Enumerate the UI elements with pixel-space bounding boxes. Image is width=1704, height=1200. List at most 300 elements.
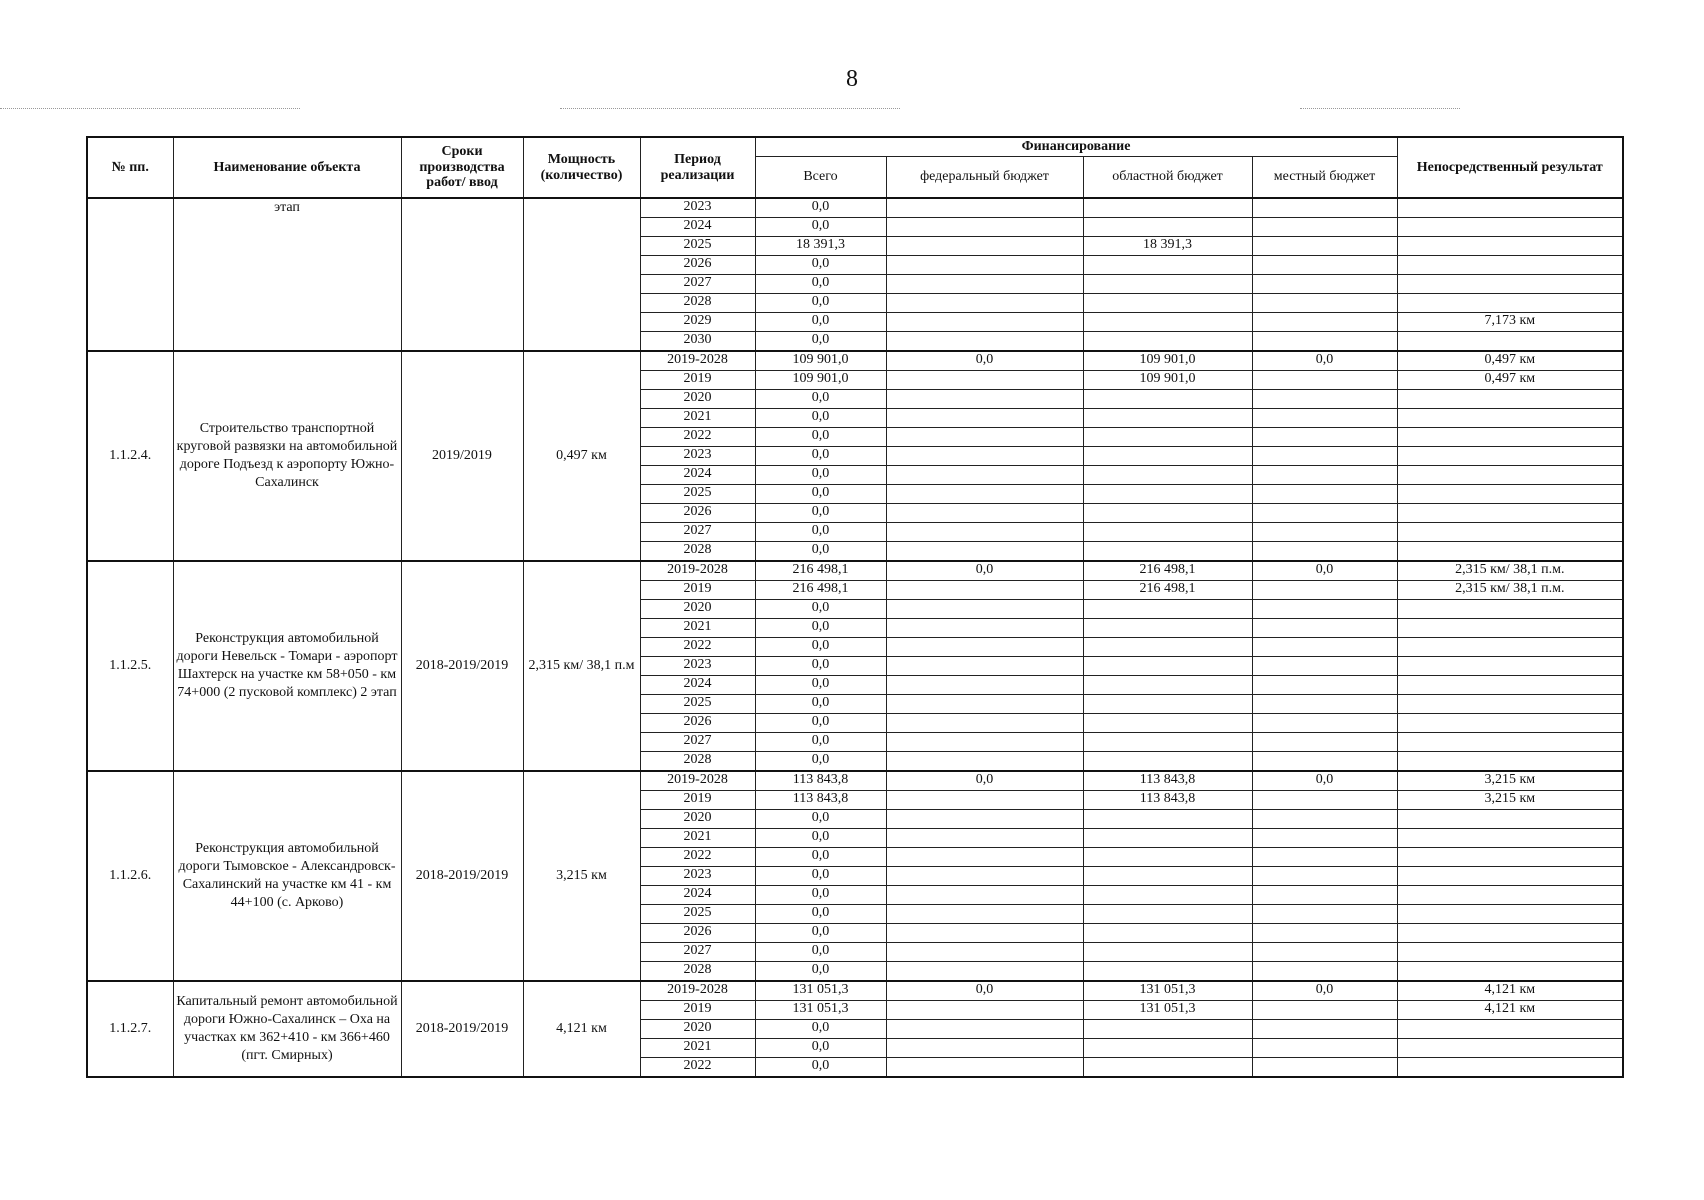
total-cell: 109 901,0 [755, 351, 886, 371]
object-terms: 2019/2019 [401, 351, 523, 561]
period-cell: 2025 [640, 485, 755, 504]
federal-budget-cell [886, 733, 1083, 752]
period-cell: 2023 [640, 447, 755, 466]
object-capacity: 4,121 км [523, 981, 640, 1077]
federal-budget-cell [886, 676, 1083, 695]
period-cell: 2021 [640, 1039, 755, 1058]
period-cell: 2019 [640, 371, 755, 390]
local-budget-cell [1252, 752, 1397, 772]
result-cell [1397, 829, 1623, 848]
result-cell [1397, 428, 1623, 447]
result-cell [1397, 600, 1623, 619]
period-cell: 2028 [640, 962, 755, 982]
federal-budget-cell [886, 466, 1083, 485]
object-name: Строительство транспортной круговой развязки на автомобильной дороге Подъезд к аэропорту Южно-Сахалинск [173, 351, 401, 561]
period-cell: 2024 [640, 218, 755, 237]
total-cell: 131 051,3 [755, 1001, 886, 1020]
federal-budget-cell [886, 1058, 1083, 1078]
local-budget-cell [1252, 218, 1397, 237]
result-cell: 0,497 км [1397, 351, 1623, 371]
period-cell: 2022 [640, 638, 755, 657]
total-cell: 0,0 [755, 428, 886, 447]
total-cell: 0,0 [755, 905, 886, 924]
total-cell: 0,0 [755, 657, 886, 676]
period-cell: 2030 [640, 332, 755, 352]
local-budget-cell [1252, 886, 1397, 905]
period-cell: 2025 [640, 237, 755, 256]
result-cell [1397, 695, 1623, 714]
result-cell [1397, 504, 1623, 523]
table-row [87, 981, 1623, 1001]
header-local-budget: местный бюджет [1252, 157, 1397, 199]
local-budget-cell [1252, 924, 1397, 943]
period-cell: 2024 [640, 676, 755, 695]
total-cell: 0,0 [755, 198, 886, 218]
federal-budget-cell [886, 485, 1083, 504]
federal-budget-cell [886, 924, 1083, 943]
period-cell: 2026 [640, 504, 755, 523]
period-cell: 2019 [640, 581, 755, 600]
period-cell: 2022 [640, 428, 755, 447]
period-cell: 2020 [640, 390, 755, 409]
period-cell: 2022 [640, 848, 755, 867]
local-budget-cell [1252, 275, 1397, 294]
local-budget-cell [1252, 1001, 1397, 1020]
local-budget-cell: 0,0 [1252, 981, 1397, 1001]
local-budget-cell [1252, 714, 1397, 733]
period-cell: 2019-2028 [640, 981, 755, 1001]
regional-budget-cell [1083, 829, 1252, 848]
regional-budget-cell: 109 901,0 [1083, 351, 1252, 371]
local-budget-cell [1252, 371, 1397, 390]
federal-budget-cell [886, 1001, 1083, 1020]
regional-budget-cell [1083, 1039, 1252, 1058]
regional-budget-cell: 131 051,3 [1083, 981, 1252, 1001]
period-cell: 2023 [640, 198, 755, 218]
period-cell: 2019-2028 [640, 561, 755, 581]
federal-budget-cell [886, 962, 1083, 982]
regional-budget-cell [1083, 924, 1252, 943]
result-cell [1397, 218, 1623, 237]
regional-budget-cell [1083, 409, 1252, 428]
period-cell: 2027 [640, 943, 755, 962]
total-cell: 0,0 [755, 848, 886, 867]
regional-budget-cell [1083, 714, 1252, 733]
object-terms: 2018-2019/2019 [401, 561, 523, 771]
federal-budget-cell [886, 428, 1083, 447]
header-federal-budget: федеральный бюджет [886, 157, 1083, 199]
federal-budget-cell [886, 256, 1083, 275]
period-cell: 2026 [640, 256, 755, 275]
header-total: Всего [755, 157, 886, 199]
result-cell [1397, 657, 1623, 676]
table-body [87, 198, 1623, 1077]
regional-budget-cell [1083, 332, 1252, 352]
total-cell: 0,0 [755, 924, 886, 943]
result-cell [1397, 447, 1623, 466]
financing-table [86, 136, 1624, 1078]
total-cell: 0,0 [755, 943, 886, 962]
regional-budget-cell [1083, 542, 1252, 562]
regional-budget-cell: 109 901,0 [1083, 371, 1252, 390]
total-cell: 0,0 [755, 256, 886, 275]
regional-budget-cell: 216 498,1 [1083, 581, 1252, 600]
federal-budget-cell [886, 581, 1083, 600]
total-cell: 0,0 [755, 714, 886, 733]
total-cell: 113 843,8 [755, 771, 886, 791]
regional-budget-cell [1083, 1058, 1252, 1078]
result-cell [1397, 294, 1623, 313]
total-cell: 0,0 [755, 542, 886, 562]
result-cell [1397, 275, 1623, 294]
period-cell: 2024 [640, 886, 755, 905]
total-cell: 0,0 [755, 810, 886, 829]
federal-budget-cell [886, 752, 1083, 772]
object-capacity: 2,315 км/ 38,1 п.м [523, 561, 640, 771]
local-budget-cell [1252, 695, 1397, 714]
regional-budget-cell [1083, 1020, 1252, 1039]
local-budget-cell [1252, 1020, 1397, 1039]
local-budget-cell [1252, 676, 1397, 695]
result-cell [1397, 390, 1623, 409]
local-budget-cell [1252, 409, 1397, 428]
regional-budget-cell [1083, 523, 1252, 542]
result-cell [1397, 905, 1623, 924]
regional-budget-cell [1083, 867, 1252, 886]
result-cell [1397, 619, 1623, 638]
federal-budget-cell [886, 619, 1083, 638]
local-budget-cell [1252, 1039, 1397, 1058]
total-cell: 0,0 [755, 218, 886, 237]
total-cell: 18 391,3 [755, 237, 886, 256]
regional-budget-cell [1083, 943, 1252, 962]
period-cell: 2026 [640, 714, 755, 733]
local-budget-cell [1252, 810, 1397, 829]
total-cell: 113 843,8 [755, 791, 886, 810]
regional-budget-cell [1083, 657, 1252, 676]
regional-budget-cell [1083, 676, 1252, 695]
result-cell [1397, 752, 1623, 772]
total-cell: 0,0 [755, 447, 886, 466]
regional-budget-cell [1083, 447, 1252, 466]
object-terms: 2018-2019/2019 [401, 771, 523, 981]
federal-budget-cell: 0,0 [886, 561, 1083, 581]
header-financing: Финансирование [755, 137, 1397, 157]
regional-budget-cell [1083, 733, 1252, 752]
federal-budget-cell [886, 943, 1083, 962]
object-capacity [523, 198, 640, 351]
federal-budget-cell [886, 829, 1083, 848]
period-cell: 2028 [640, 294, 755, 313]
period-cell: 2020 [640, 1020, 755, 1039]
total-cell: 0,0 [755, 466, 886, 485]
regional-budget-cell: 216 498,1 [1083, 561, 1252, 581]
total-cell: 0,0 [755, 485, 886, 504]
federal-budget-cell: 0,0 [886, 771, 1083, 791]
result-cell [1397, 676, 1623, 695]
period-cell: 2023 [640, 657, 755, 676]
total-cell: 0,0 [755, 695, 886, 714]
regional-budget-cell [1083, 485, 1252, 504]
local-budget-cell: 0,0 [1252, 561, 1397, 581]
result-cell: 3,215 км [1397, 771, 1623, 791]
total-cell: 0,0 [755, 962, 886, 982]
local-budget-cell [1252, 619, 1397, 638]
table-row [87, 351, 1623, 371]
federal-budget-cell [886, 848, 1083, 867]
regional-budget-cell [1083, 905, 1252, 924]
scan-artifact-line [0, 108, 300, 109]
result-cell: 2,315 км/ 38,1 п.м. [1397, 561, 1623, 581]
regional-budget-cell [1083, 886, 1252, 905]
scan-artifact-line [560, 108, 900, 109]
period-cell: 2025 [640, 695, 755, 714]
local-budget-cell [1252, 905, 1397, 924]
federal-budget-cell [886, 638, 1083, 657]
regional-budget-cell [1083, 600, 1252, 619]
regional-budget-cell [1083, 695, 1252, 714]
local-budget-cell [1252, 848, 1397, 867]
result-cell: 0,497 км [1397, 371, 1623, 390]
result-cell [1397, 523, 1623, 542]
local-budget-cell [1252, 447, 1397, 466]
regional-budget-cell [1083, 294, 1252, 313]
object-name: этап [173, 198, 401, 351]
federal-budget-cell [886, 237, 1083, 256]
local-budget-cell [1252, 504, 1397, 523]
object-name: Реконструкция автомобильной дороги Невельск - Томари - аэропорт Шахтерск на участке км 58+050 - км 74+000 (2 пусковой комплекс) 2 этап [173, 561, 401, 771]
total-cell: 0,0 [755, 1058, 886, 1078]
period-cell: 2021 [640, 829, 755, 848]
regional-budget-cell: 113 843,8 [1083, 771, 1252, 791]
local-budget-cell [1252, 542, 1397, 562]
object-capacity: 3,215 км [523, 771, 640, 981]
federal-budget-cell [886, 810, 1083, 829]
header-period: Период реализации [640, 137, 755, 198]
regional-budget-cell [1083, 619, 1252, 638]
regional-budget-cell [1083, 256, 1252, 275]
result-cell [1397, 542, 1623, 562]
result-cell [1397, 867, 1623, 886]
header-result: Непосредственный результат [1397, 137, 1623, 198]
regional-budget-cell [1083, 504, 1252, 523]
total-cell: 0,0 [755, 600, 886, 619]
period-cell: 2019 [640, 1001, 755, 1020]
regional-budget-cell [1083, 848, 1252, 867]
total-cell: 0,0 [755, 1020, 886, 1039]
header-regional-budget: областной бюджет [1083, 157, 1252, 199]
local-budget-cell [1252, 1058, 1397, 1078]
result-cell [1397, 714, 1623, 733]
federal-budget-cell: 0,0 [886, 351, 1083, 371]
period-cell: 2022 [640, 1058, 755, 1078]
regional-budget-cell [1083, 198, 1252, 218]
total-cell: 0,0 [755, 409, 886, 428]
total-cell: 0,0 [755, 733, 886, 752]
result-cell [1397, 256, 1623, 275]
result-cell [1397, 237, 1623, 256]
result-cell: 4,121 км [1397, 981, 1623, 1001]
federal-budget-cell [886, 791, 1083, 810]
total-cell: 216 498,1 [755, 561, 886, 581]
result-cell [1397, 848, 1623, 867]
local-budget-cell [1252, 390, 1397, 409]
object-number: 1.1.2.7. [87, 981, 173, 1077]
result-cell [1397, 485, 1623, 504]
period-cell: 2020 [640, 810, 755, 829]
period-cell: 2027 [640, 275, 755, 294]
object-name: Реконструкция автомобильной дороги Тымовское - Александровск-Сахалинский на участке км 41 - км 44+100 (с. Арково) [173, 771, 401, 981]
total-cell: 0,0 [755, 332, 886, 352]
total-cell: 0,0 [755, 829, 886, 848]
object-terms: 2018-2019/2019 [401, 981, 523, 1077]
federal-budget-cell [886, 275, 1083, 294]
total-cell: 131 051,3 [755, 981, 886, 1001]
result-cell [1397, 1039, 1623, 1058]
scan-artifact-line [1300, 108, 1460, 109]
regional-budget-cell [1083, 428, 1252, 447]
local-budget-cell [1252, 791, 1397, 810]
result-cell [1397, 924, 1623, 943]
local-budget-cell [1252, 313, 1397, 332]
result-cell [1397, 409, 1623, 428]
federal-budget-cell [886, 504, 1083, 523]
result-cell [1397, 1058, 1623, 1078]
local-budget-cell [1252, 485, 1397, 504]
period-cell: 2023 [640, 867, 755, 886]
result-cell [1397, 332, 1623, 352]
period-cell: 2024 [640, 466, 755, 485]
result-cell [1397, 962, 1623, 982]
local-budget-cell [1252, 523, 1397, 542]
federal-budget-cell [886, 1039, 1083, 1058]
regional-budget-cell [1083, 810, 1252, 829]
result-cell [1397, 810, 1623, 829]
total-cell: 0,0 [755, 619, 886, 638]
result-cell [1397, 466, 1623, 485]
federal-budget-cell [886, 905, 1083, 924]
federal-budget-cell: 0,0 [886, 981, 1083, 1001]
local-budget-cell [1252, 600, 1397, 619]
table-row [87, 198, 1623, 218]
result-cell [1397, 886, 1623, 905]
regional-budget-cell [1083, 638, 1252, 657]
federal-budget-cell [886, 714, 1083, 733]
federal-budget-cell [886, 447, 1083, 466]
result-cell [1397, 943, 1623, 962]
local-budget-cell [1252, 198, 1397, 218]
local-budget-cell [1252, 466, 1397, 485]
local-budget-cell [1252, 294, 1397, 313]
federal-budget-cell [886, 886, 1083, 905]
object-number: 1.1.2.6. [87, 771, 173, 981]
regional-budget-cell: 113 843,8 [1083, 791, 1252, 810]
regional-budget-cell: 18 391,3 [1083, 237, 1252, 256]
local-budget-cell [1252, 428, 1397, 447]
period-cell: 2020 [640, 600, 755, 619]
object-number: 1.1.2.5. [87, 561, 173, 771]
total-cell: 0,0 [755, 676, 886, 695]
federal-budget-cell [886, 523, 1083, 542]
total-cell: 0,0 [755, 275, 886, 294]
local-budget-cell [1252, 962, 1397, 982]
total-cell: 0,0 [755, 523, 886, 542]
period-cell: 2025 [640, 905, 755, 924]
table-row [87, 561, 1623, 581]
local-budget-cell [1252, 332, 1397, 352]
federal-budget-cell [886, 390, 1083, 409]
period-cell: 2021 [640, 619, 755, 638]
total-cell: 0,0 [755, 390, 886, 409]
local-budget-cell [1252, 733, 1397, 752]
local-budget-cell [1252, 867, 1397, 886]
total-cell: 109 901,0 [755, 371, 886, 390]
total-cell: 0,0 [755, 886, 886, 905]
page-number: 8 [846, 66, 858, 92]
period-cell: 2019 [640, 791, 755, 810]
federal-budget-cell [886, 657, 1083, 676]
period-cell: 2028 [640, 542, 755, 562]
regional-budget-cell [1083, 962, 1252, 982]
total-cell: 216 498,1 [755, 581, 886, 600]
result-cell: 3,215 км [1397, 791, 1623, 810]
local-budget-cell: 0,0 [1252, 771, 1397, 791]
federal-budget-cell [886, 313, 1083, 332]
regional-budget-cell [1083, 390, 1252, 409]
result-cell: 2,315 км/ 38,1 п.м. [1397, 581, 1623, 600]
result-cell [1397, 733, 1623, 752]
period-cell: 2028 [640, 752, 755, 772]
federal-budget-cell [886, 600, 1083, 619]
local-budget-cell [1252, 638, 1397, 657]
local-budget-cell [1252, 237, 1397, 256]
header-num: № пп. [87, 137, 173, 198]
object-number [87, 198, 173, 351]
header-terms: Сроки производства работ/ ввод [401, 137, 523, 198]
local-budget-cell: 0,0 [1252, 351, 1397, 371]
local-budget-cell [1252, 581, 1397, 600]
total-cell: 0,0 [755, 1039, 886, 1058]
total-cell: 0,0 [755, 313, 886, 332]
federal-budget-cell [886, 867, 1083, 886]
local-budget-cell [1252, 256, 1397, 275]
federal-budget-cell [886, 409, 1083, 428]
total-cell: 0,0 [755, 638, 886, 657]
local-budget-cell [1252, 829, 1397, 848]
result-cell [1397, 638, 1623, 657]
object-capacity: 0,497 км [523, 351, 640, 561]
federal-budget-cell [886, 542, 1083, 562]
federal-budget-cell [886, 198, 1083, 218]
regional-budget-cell [1083, 313, 1252, 332]
regional-budget-cell [1083, 752, 1252, 772]
result-cell: 4,121 км [1397, 1001, 1623, 1020]
period-cell: 2027 [640, 733, 755, 752]
federal-budget-cell [886, 1020, 1083, 1039]
regional-budget-cell: 131 051,3 [1083, 1001, 1252, 1020]
total-cell: 0,0 [755, 294, 886, 313]
header-object-name: Наименование объекта [173, 137, 401, 198]
local-budget-cell [1252, 657, 1397, 676]
period-cell: 2026 [640, 924, 755, 943]
federal-budget-cell [886, 371, 1083, 390]
total-cell: 0,0 [755, 504, 886, 523]
result-cell: 7,173 км [1397, 313, 1623, 332]
total-cell: 0,0 [755, 752, 886, 772]
federal-budget-cell [886, 218, 1083, 237]
object-number: 1.1.2.4. [87, 351, 173, 561]
result-cell [1397, 1020, 1623, 1039]
